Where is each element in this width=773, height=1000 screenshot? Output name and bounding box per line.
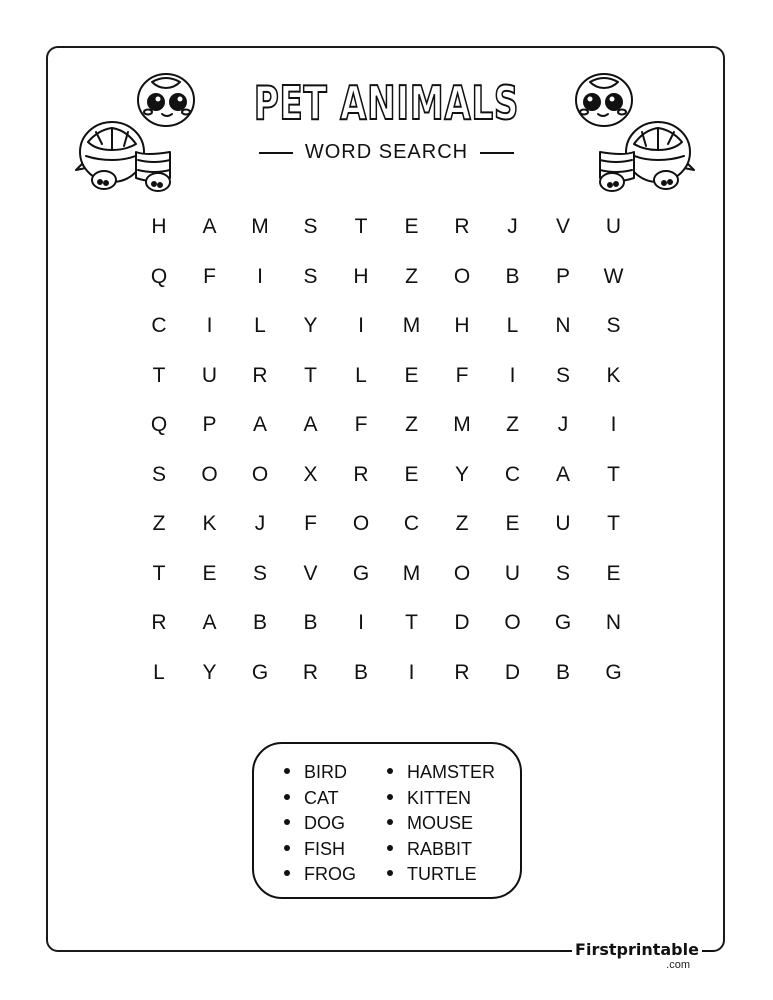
grid-letter[interactable]: O [453, 264, 471, 288]
grid-letter[interactable]: R [454, 660, 470, 684]
page-subtitle: WORD SEARCH [304, 141, 469, 163]
grid-letter[interactable]: A [303, 413, 318, 436]
brand-rule-right [702, 950, 714, 952]
bullet-icon [284, 819, 290, 825]
grid-letter[interactable]: I [358, 314, 364, 337]
grid-letter[interactable]: U [605, 215, 622, 238]
brand-name: Firstprintable [575, 940, 699, 959]
bullet-icon [387, 768, 393, 774]
grid-letter[interactable]: D [454, 611, 470, 634]
grid-letter[interactable]: T [152, 561, 166, 585]
bullet-icon [387, 845, 393, 851]
grid-letter[interactable]: M [251, 215, 269, 238]
subtitle-rule-right [480, 152, 514, 154]
grid-letter[interactable]: O [251, 462, 269, 486]
grid-letter[interactable]: G [352, 561, 370, 585]
grid-letter[interactable]: T [152, 363, 166, 387]
grid-letter[interactable]: L [355, 363, 367, 387]
grid-letter[interactable]: F [304, 512, 317, 535]
grid-letter[interactable]: T [354, 215, 368, 238]
grid-letter[interactable]: M [402, 561, 421, 585]
grid-letter[interactable]: L [506, 314, 519, 337]
grid-letter[interactable]: N [605, 611, 622, 634]
grid-letter[interactable]: T [405, 611, 418, 634]
brand-domain: .com [666, 959, 690, 971]
grid-letter[interactable]: S [606, 314, 621, 337]
grid-letter[interactable]: O [504, 611, 521, 634]
grid-letter[interactable]: P [555, 264, 570, 288]
grid-letter[interactable]: K [606, 363, 621, 387]
grid-letter[interactable]: K [202, 512, 217, 535]
grid-letter[interactable]: C [151, 314, 167, 337]
grid-letter[interactable]: O [453, 561, 471, 585]
word-item: MOUSE [387, 811, 495, 837]
grid-letter[interactable]: Z [455, 512, 469, 535]
grid-letter[interactable]: F [455, 363, 469, 387]
grid-letter[interactable]: S [151, 462, 166, 486]
grid-letter[interactable]: R [454, 215, 470, 238]
grid-letter[interactable]: Y [303, 314, 318, 337]
grid-letter[interactable]: Z [152, 512, 166, 535]
grid-letter[interactable]: D [504, 660, 521, 684]
grid-letter[interactable]: H [353, 264, 369, 288]
grid-letter[interactable]: R [353, 462, 369, 486]
grid-letter[interactable]: T [607, 462, 620, 486]
grid-letter[interactable]: O [201, 462, 218, 486]
grid-letter[interactable]: E [606, 561, 621, 585]
grid-letter[interactable]: I [408, 660, 415, 684]
grid-letter[interactable]: X [303, 462, 318, 486]
grid-letter[interactable]: J [557, 413, 569, 436]
grid-letter[interactable]: R [252, 363, 268, 387]
word-item: RABBIT [387, 837, 495, 863]
grid-letter[interactable]: T [607, 512, 620, 535]
grid-letter[interactable]: H [454, 314, 470, 337]
subtitle-rule-left [259, 152, 293, 154]
bullet-icon [284, 845, 290, 851]
grid-letter[interactable]: T [304, 363, 317, 387]
grid-letter[interactable]: U [555, 512, 571, 535]
grid-letter[interactable]: Q [150, 264, 168, 288]
grid-letter[interactable]: E [202, 561, 217, 585]
grid-letter[interactable]: P [202, 413, 217, 436]
grid-letter[interactable]: A [252, 413, 267, 436]
grid-letter[interactable]: Z [506, 413, 519, 436]
grid-letter[interactable]: I [610, 413, 617, 436]
word-list-box [252, 742, 522, 899]
grid-letter[interactable]: Z [405, 413, 418, 436]
grid-letter[interactable]: G [554, 611, 572, 634]
grid-letter[interactable]: I [358, 611, 364, 634]
grid-letter[interactable]: S [303, 215, 318, 238]
brand-rule-left [560, 950, 572, 952]
grid-letter[interactable]: I [257, 264, 263, 288]
word-item: CAT [284, 786, 356, 812]
grid-letter[interactable]: E [404, 363, 419, 387]
bullet-icon [387, 819, 393, 825]
grid-letter[interactable]: S [303, 264, 318, 288]
grid-letter[interactable]: N [555, 314, 571, 337]
grid-letter[interactable]: F [354, 413, 368, 436]
grid-letter[interactable]: A [555, 462, 570, 486]
grid-letter[interactable]: V [303, 561, 318, 585]
grid-letter[interactable]: E [505, 512, 520, 535]
grid-letter[interactable]: S [555, 561, 570, 585]
grid-letter[interactable]: Z [405, 264, 418, 288]
grid-letter[interactable]: U [201, 363, 218, 387]
grid-letter[interactable]: C [504, 462, 521, 486]
grid-letter[interactable]: A [202, 611, 217, 634]
page-title: PET ANIMALS [253, 76, 520, 130]
word-item: TURTLE [387, 862, 495, 888]
grid-letter[interactable]: E [404, 215, 419, 238]
grid-letter[interactable]: R [302, 660, 319, 684]
word-item: FROG [284, 862, 356, 888]
bullet-icon [387, 870, 393, 876]
grid-letter[interactable]: O [352, 512, 370, 535]
grid-letter[interactable]: I [509, 363, 516, 387]
grid-letter[interactable]: J [507, 215, 518, 238]
grid-letter[interactable]: J [254, 512, 266, 535]
brand-footer [562, 938, 712, 974]
grid-letter[interactable]: S [555, 363, 570, 387]
word-item: FISH [284, 837, 356, 863]
grid-letter[interactable]: G [605, 660, 622, 684]
grid-letter[interactable]: L [254, 314, 266, 337]
grid-letter[interactable]: W [603, 264, 624, 288]
bullet-icon [284, 768, 290, 774]
word-item: HAMSTER [387, 760, 495, 786]
grid-letter[interactable]: H [151, 215, 167, 238]
bullet-icon [387, 794, 393, 800]
grid-letter[interactable]: G [251, 660, 269, 684]
grid-letter[interactable]: B [252, 611, 267, 634]
bullet-icon [284, 870, 290, 876]
word-item: KITTEN [387, 786, 495, 812]
grid-letter[interactable]: F [203, 264, 216, 288]
word-list-column-2 [387, 760, 495, 888]
grid-letter[interactable]: R [151, 611, 167, 634]
grid-letter[interactable]: Y [202, 660, 217, 684]
grid-letter[interactable]: V [555, 215, 570, 238]
word-item: DOG [284, 811, 356, 837]
word-item: BIRD [284, 760, 356, 786]
grid-letter[interactable]: M [402, 314, 421, 337]
word-list-column-1 [284, 760, 356, 888]
grid-letter[interactable]: B [505, 264, 520, 288]
bullet-icon [284, 794, 290, 800]
grid-letter[interactable]: L [153, 660, 165, 684]
grid-letter[interactable]: I [206, 314, 213, 337]
grid-letter[interactable]: S [252, 561, 267, 585]
grid-letter[interactable]: C [403, 512, 420, 535]
grid-letter[interactable]: M [453, 413, 471, 436]
grid-letter[interactable]: Q [150, 413, 168, 436]
page-subtitle-row [0, 138, 773, 166]
grid-letter[interactable]: A [202, 215, 217, 238]
grid-letter[interactable]: B [555, 660, 570, 684]
grid-letter[interactable]: U [504, 561, 521, 585]
grid-letter[interactable]: Y [454, 462, 469, 486]
grid-letter[interactable]: B [303, 611, 318, 634]
grid-letter[interactable]: B [353, 660, 368, 684]
grid-letter[interactable]: E [404, 462, 419, 486]
